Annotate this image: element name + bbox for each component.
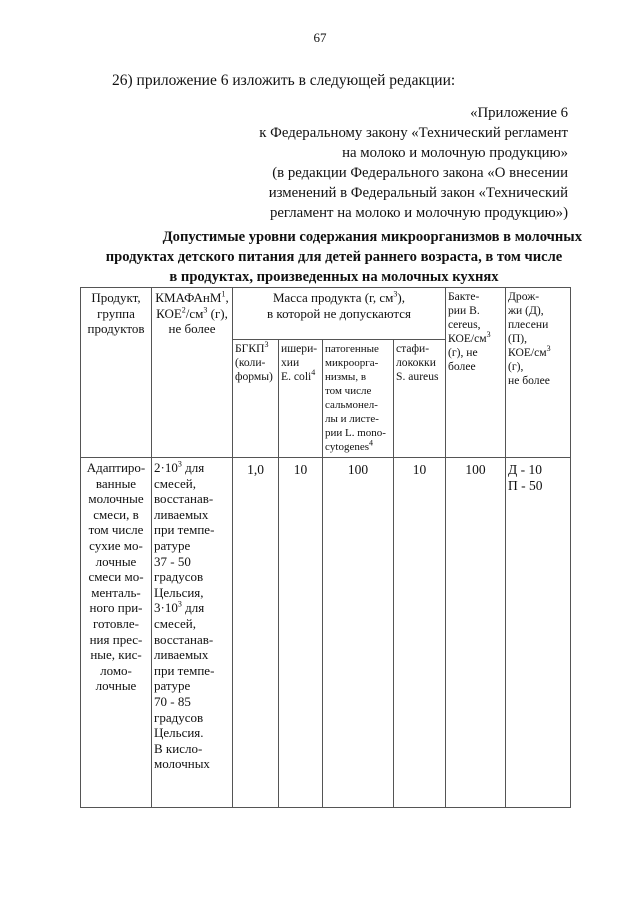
header-text: (коли- (235, 356, 266, 369)
header-text: ишери- (281, 342, 318, 355)
cell-text: Адаптиро- (86, 460, 146, 475)
header-pathogens (323, 340, 394, 458)
cell-text: при темпе- (154, 522, 215, 538)
header-text: (П), (508, 332, 527, 345)
cell-text: готовле- (93, 615, 139, 631)
header-text: лы и листе- (325, 413, 379, 425)
cell-text: ванные (95, 475, 137, 491)
cell-yeast-mold (506, 458, 571, 808)
cell-text: $2\cdot 10^3$ для (154, 459, 205, 475)
header-text: сальмонел- (325, 399, 378, 411)
cell-kmafanm (152, 458, 233, 808)
annex-header (259, 103, 568, 223)
title-line: в продуктах, произведенных на молочных кухнях (169, 269, 499, 285)
header-text: Бакте- (448, 290, 480, 303)
title-line: Допустимые уровни содержания микроорганизмов в молочных (162, 229, 582, 245)
cell-text: 70 - 85 (154, 693, 191, 709)
header-text: не более (168, 321, 216, 337)
microorganism-limits-table (80, 287, 571, 808)
annex-header-line: регламент на молоко и молочную продукцию») (269, 205, 568, 221)
header-text: Масса продукта (г, $см^3$), (272, 289, 406, 305)
header-text: КОЕ/$см^3$ (508, 344, 551, 359)
header-kmafanm (152, 288, 233, 458)
amendment-line: 26) приложение 6 изложить в следующей редакции: (112, 72, 456, 89)
cell-text: ния прес- (89, 631, 143, 647)
header-text: плесени (508, 318, 549, 331)
cell-text: лочные (95, 678, 137, 694)
document-title (86, 227, 582, 287)
cell-bgkp: 1,0 (233, 458, 279, 808)
page-number: 67 (313, 30, 327, 45)
cell-ecoli: 10 (279, 458, 323, 808)
annex-header-line: изменений в Федеральный закон «Технический (268, 185, 568, 201)
cell-text: смеси, в (93, 506, 139, 522)
header-text: cytogenes$^4$ (325, 438, 373, 453)
cell-text: том числе (88, 522, 144, 538)
header-text: патогенные (325, 343, 379, 355)
header-yeast-mold (506, 288, 571, 458)
header-text: жи (Д), (508, 304, 544, 317)
title-line: продуктах детского питания для детей раннего возраста, в том числе (105, 249, 563, 265)
annex-header-line: «Приложение 6 (470, 105, 568, 121)
header-text: рии L. mono- (325, 427, 386, 439)
cell-text: восстанав- (154, 491, 214, 507)
header-text: Дрож- (508, 290, 540, 303)
header-product (81, 288, 152, 458)
header-text: cereus, (448, 318, 481, 331)
header-text: более (448, 360, 476, 373)
header-mass-group (233, 288, 446, 340)
cell-text: смесей, (154, 615, 196, 631)
annex-header-line: к Федеральному закону «Технический регламент (259, 125, 568, 141)
cell-text: градусов (154, 709, 204, 725)
header-text: не более (508, 374, 550, 387)
cell-text: П - 50 (508, 477, 543, 493)
cell-product (81, 458, 152, 808)
header-text: лококки (396, 356, 436, 369)
header-text: (г), (508, 360, 524, 373)
cell-text: смесей, (154, 475, 196, 491)
header-text: формы) (235, 370, 273, 383)
header-text: КМАФАнМ$^1$, (155, 289, 229, 305)
cell-text: 37 - 50 (154, 553, 191, 569)
header-text: стафи- (396, 342, 430, 355)
annex-header-line: (в редакции Федерального закона «О внесении (272, 165, 568, 181)
cell-text: Цельсия. (154, 725, 204, 741)
cell-text: В кисло- (154, 740, 203, 756)
cell-text: ратуре (154, 678, 191, 694)
cell-text: ливаемых (154, 506, 209, 522)
cell-bcereus: 100 (446, 458, 506, 808)
cell-text: градусов (154, 569, 204, 585)
cell-text: ломо- (100, 662, 132, 678)
header-text: БГКП$^3$ (235, 340, 269, 355)
cell-text: Д - 10 (508, 462, 542, 477)
header-text: КОЕ/$см^3$ (448, 330, 491, 345)
annex-header-line: на молоко и молочную продукцию» (342, 145, 568, 161)
cell-text: Цельсия, (154, 584, 204, 600)
cell-text: лочные (95, 553, 137, 569)
cell-text: ратуре (154, 537, 191, 553)
header-text: том числе (325, 385, 372, 397)
cell-text: $3\cdot 10^3$ для (154, 600, 205, 616)
header-ecoli (279, 340, 323, 458)
header-staph (394, 340, 446, 458)
header-text: низмы, в (325, 371, 367, 383)
header-row (81, 288, 571, 340)
cell-text: ливаемых (154, 647, 209, 663)
header-text: продуктов (87, 321, 145, 337)
cell-text: при темпе- (154, 662, 215, 678)
header-bgkp (233, 340, 279, 458)
cell-staph: 10 (394, 458, 446, 808)
header-text: в которой не допускаются (267, 305, 411, 321)
header-text: Продукт, (91, 290, 141, 305)
header-bcereus (446, 288, 506, 458)
header-text: хии (281, 356, 300, 369)
header-text: S. aureus (396, 370, 439, 383)
header-text: рии B. (448, 304, 480, 317)
header-text: группа (97, 305, 135, 321)
cell-text: смеси мо- (88, 569, 144, 585)
cell-text: ного при- (89, 600, 143, 616)
cell-text: сухие мо- (89, 537, 143, 553)
header-text: E. coli$^4$ (281, 368, 316, 383)
cell-pathogens: 100 (323, 458, 394, 808)
cell-text: молочные (88, 491, 144, 507)
cell-text: менталь- (91, 584, 141, 600)
header-text: $КОЕ^2/см^3$ (г), (156, 305, 228, 321)
header-text: микроорга- (325, 357, 379, 369)
cell-text: восстанав- (154, 631, 214, 647)
header-text: (г), не (448, 346, 478, 359)
table-row (81, 458, 571, 808)
cell-text: молочных (154, 756, 210, 772)
cell-text: ные, кис- (90, 647, 142, 663)
